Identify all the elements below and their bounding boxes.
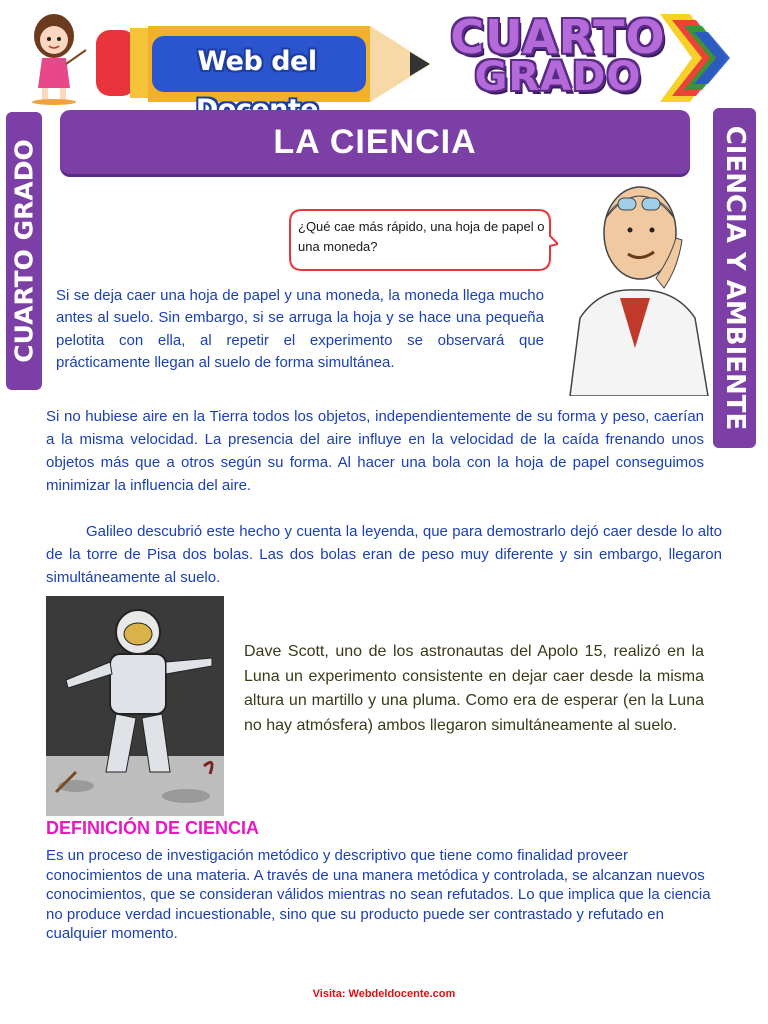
astronaut-illustration (46, 596, 224, 816)
grade-title-line1: CUARTO (450, 10, 666, 64)
page-title: LA CIENCIA (273, 123, 477, 161)
footer-visit-link[interactable]: Visita: Webdeldocente.com (312, 988, 456, 1000)
left-side-banner-text: CUARTO GRADO (9, 139, 39, 363)
teacher-girl-illustration (18, 10, 90, 106)
speech-bubble-text: ¿Qué cae más rápido, una hoja de papel o una moneda? (298, 219, 545, 254)
right-side-banner-text: CIENCIA Y AMBIENTE (719, 125, 750, 431)
paragraph-air-influence: Si no hubiese aire en la Tierra todos los objetos, independientemente de su forma y peso, caerían a la misma velocidad. La presencia del aire influye en la velocidad de la caída frenando unos objetos más que a otros según su forma. Al hacer una bola con la hoja de papel conseguimos minimizar la influencia del aire. (46, 408, 704, 494)
definition-text: Es un proceso de investigación metódico y descriptivo que tiene como finalidad proveer conocimientos de una materia. A través de una manera metódica y controlada, se alcanzan nuevos conocimientos, que se consideran válidos mientras no sean refutados. Lo que implica que la ciencia no produce verdad incuestionable, sino que su producto puede ser contrastado y refutado en cualquier momento. (46, 847, 711, 942)
paragraph-paper-coin: Si se deja caer una hoja de papel y una moneda, la moneda llega mucho antes al suelo. Sin embargo, si se arruga la hoja y se hace una pequeña pelotita con ella, al repetir el experimento se observará que prácticamente llegan al suelo de forma simultánea. (56, 287, 544, 371)
logo-text: Web del (197, 46, 317, 77)
definition-heading: DEFINICIÓN DE CIENCIA (46, 818, 260, 838)
paragraph-galileo: Galileo descubrió este hecho y cuenta la leyenda, que para demostrarlo dejó caer desde lo alto de la torre de Pisa dos bolas. Las dos bolas eran de peso muy diferente y sin embargo, llegaron simultáneamente al suelo. (46, 523, 722, 586)
paragraph-apollo-15: Dave Scott, uno de los astronautas del Apolo 15, realizó en la Luna un experimento consistente en dejar caer desde la misma altura un martillo y una pluma. Como era de esperar (en la Luna no hay atmósfera) ambos llegaron simultáneamente al suelo. (244, 643, 704, 734)
scientist-illustration (560, 178, 710, 396)
grade-title-line2: GRADO (474, 54, 642, 100)
